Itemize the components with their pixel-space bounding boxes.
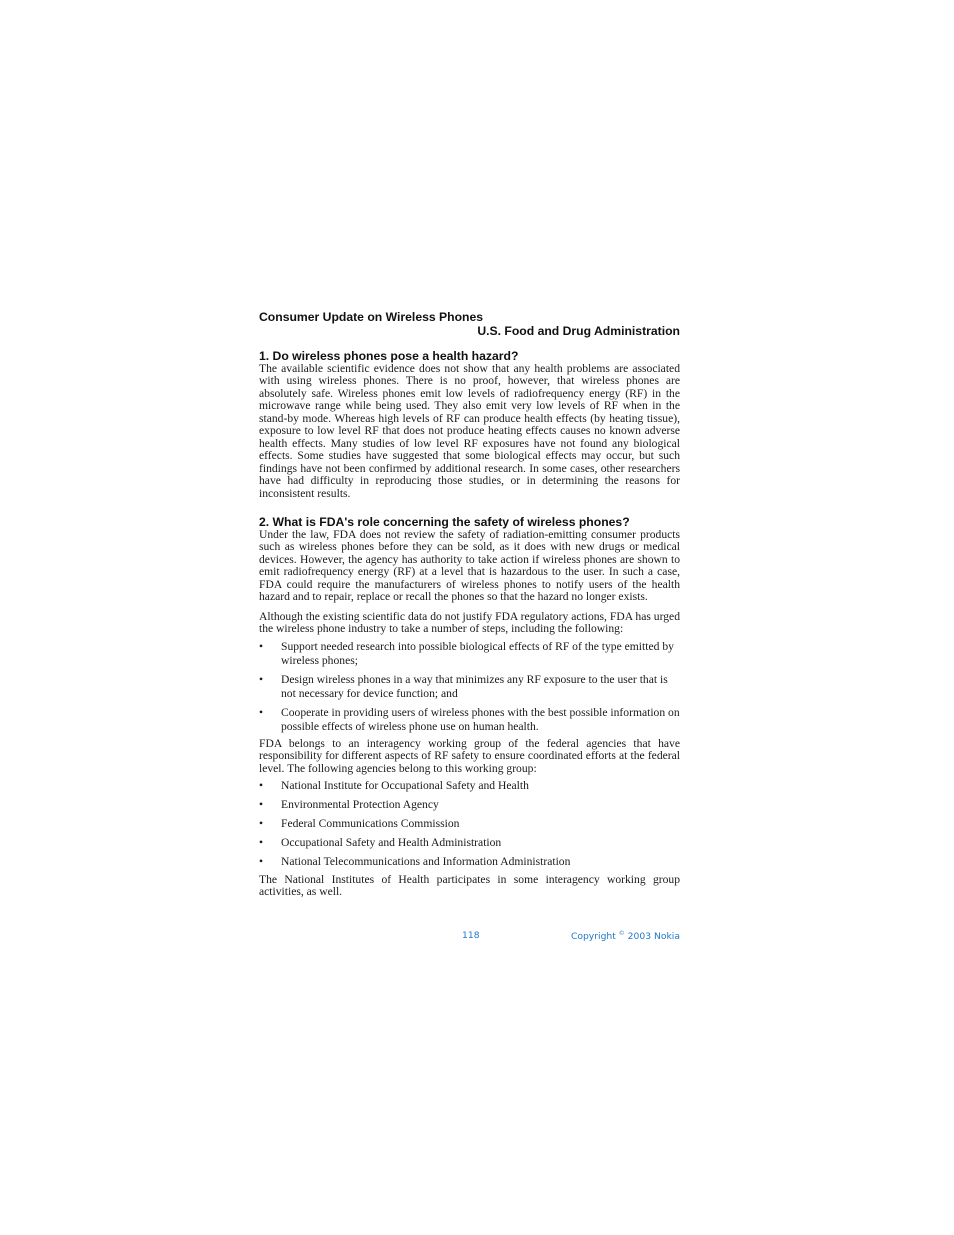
document-title: Consumer Update on Wireless Phones bbox=[259, 310, 484, 324]
section-2-heading: 2. What is FDA's role concerning the safety of wireless phones? bbox=[259, 514, 630, 529]
list-item bbox=[259, 640, 680, 668]
fda-steps-list bbox=[259, 640, 680, 734]
section-2-paragraph-2: Although the existing scientific data do not justify FDA regulatory actions, FDA has urged the wireless phone industry to take a number of steps, including the following: bbox=[259, 609, 680, 636]
list-item-text: Design wireless phones in a way that minimizes any RF exposure to the user that is not necessary for device function; and bbox=[281, 672, 668, 700]
list-item bbox=[259, 855, 680, 869]
bullet-icon: • bbox=[259, 797, 264, 811]
agencies-list bbox=[259, 779, 680, 869]
bullet-icon: • bbox=[259, 778, 264, 792]
list-item bbox=[259, 836, 680, 850]
list-item bbox=[259, 798, 680, 812]
copyright-prefix: Copyright bbox=[570, 931, 619, 943]
list-item bbox=[259, 673, 680, 701]
section-2-paragraph-1: Under the law, FDA does not review the safety of radiation-emitting consumer products such as wireless phones before they can be sold, as it does with new drugs or medical devices. However, the agency has authority to take action if wireless phones are shown to emit radiofrequency energy (RF) at a level that is hazardous to the user. In such a case, FDA could require the manufacturers of wireless phones to notify users of the health hazard and to repair, replace or recall the phones so that the hazard no longer exists. bbox=[259, 527, 680, 604]
bullet-icon: • bbox=[259, 705, 264, 719]
document-page bbox=[259, 310, 680, 899]
bullet-icon: • bbox=[259, 672, 264, 686]
section-1-paragraph: The available scientific evidence does not show that any health problems are associated with using wireless phones. There is no proof, however, that wireless phones are absolutely safe. Wireless phones emit low levels of radiofrequency energy (RF) in the microwave range while being used. They also emit very low levels of RF when in the stand-by mode. Whereas high levels of RF can produce health effects (by heating tissue), exposure to low level RF that does not produce heating effects causes no known adverse health effects. Many studies of low level RF exposures have not found any biological effects. Some studies have suggested that some biological effects may occur, but such findings have not been confirmed by additional research. In some cases, other researchers have had difficulty in reproducing those studies, or in determining the reasons for inconsistent results. bbox=[259, 362, 680, 500]
bullet-icon: • bbox=[259, 816, 264, 830]
page-footer bbox=[259, 930, 680, 944]
list-item-text: Cooperate in providing users of wireless phones with the best possible information on possible effects of wireless phone use on human health. bbox=[281, 705, 680, 733]
list-item bbox=[259, 817, 680, 831]
list-item-text: Occupational Safety and Health Administration bbox=[281, 835, 502, 849]
section-2-paragraph-3: FDA belongs to an interagency working group of the federal agencies that have responsibility for different aspects of RF safety to ensure coordinated efforts at the federal level. The following agencies belong to this working group: bbox=[259, 736, 680, 775]
bullet-icon: • bbox=[259, 835, 264, 849]
section-2-paragraph-4: The National Institutes of Health participates in some interagency working group activities, as well. bbox=[259, 872, 680, 899]
copyright-symbol: © bbox=[618, 930, 625, 937]
bullet-icon: • bbox=[259, 854, 264, 868]
list-item-text: Support needed research into possible biological effects of RF of the type emitted by wireless phones; bbox=[281, 639, 674, 667]
copyright-notice bbox=[571, 930, 680, 942]
list-item bbox=[259, 779, 680, 793]
list-item-text: Federal Communications Commission bbox=[281, 816, 460, 830]
list-item-text: National Telecommunications and Information Administration bbox=[281, 854, 571, 868]
list-item bbox=[259, 706, 680, 734]
page-number: 118 bbox=[462, 930, 480, 941]
bullet-icon: • bbox=[259, 639, 264, 653]
section-1-heading: 1. Do wireless phones pose a health hazard? bbox=[259, 349, 519, 363]
document-subtitle: U.S. Food and Drug Administration bbox=[477, 324, 680, 338]
list-item-text: National Institute for Occupational Safety and Health bbox=[281, 778, 529, 792]
copyright-suffix: 2003 Nokia bbox=[624, 931, 680, 943]
list-item-text: Environmental Protection Agency bbox=[281, 797, 439, 811]
